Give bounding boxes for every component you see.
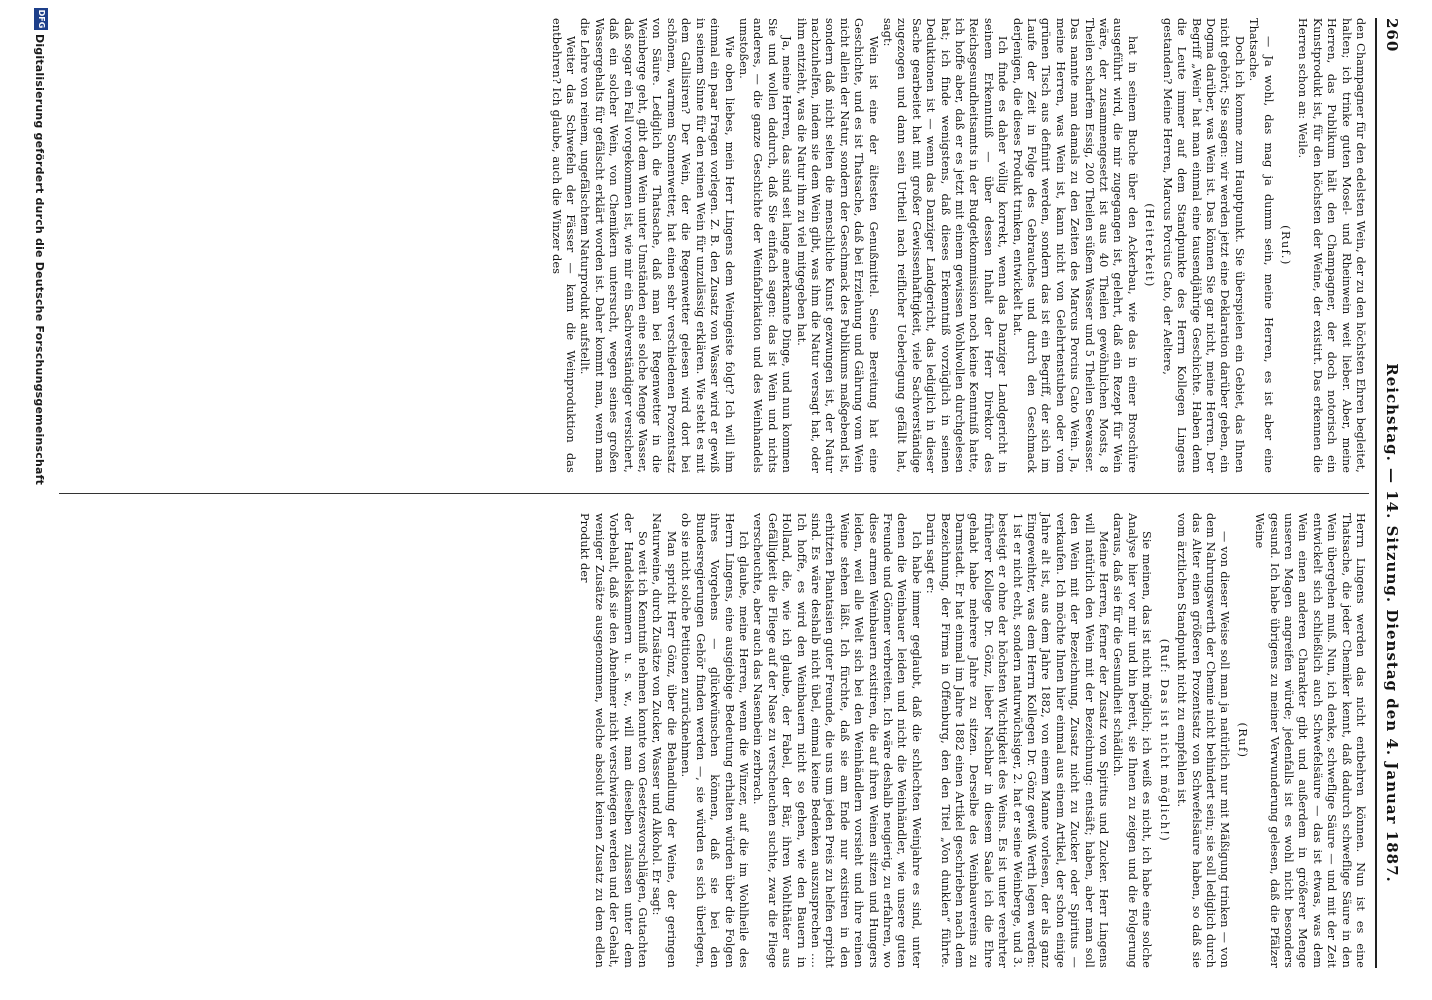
paragraph: Sie meinen, das ist nicht möglich; ich weiß es nicht, ich habe eine solche Analyse hier vor mir und bin bereit, sie Ihnen zu zeigen und die Folgerung daraus, daß sie für die Gesundheit schädlich.: [1111, 513, 1154, 968]
digitization-credit: Digitalisierung gefördert durch die Deutsche Forschungsgemeinschaft: [33, 34, 46, 486]
paragraph: Weiter das Schwefeln der Fässer — kann die Weinproduktion das entbehren? Ich glaube, auch die Winzer des: [549, 18, 578, 473]
paragraph: Ich habe immer geglaubt, daß die schlechten Weinjahre es sind, unter denen die Weinbauer leiden und nicht die Weinhändler, wie unsere guten Freunde und Gönner verbreiten. Ich wäre deshalb neugierig, zu erfahren, wo diese armen Weinbauern existiren, die auf ihren Weinen sitzen und Hungers leiden, weil alle Welt sich bei den Weinhändlern vorsieht und ihre reinen Weine stehen läßt. Ich fürchte, daß sie am Ende nur existiren in den erhitzten Phantasien guter Freunde, die uns um jeden Preis zu helfen erpicht sind. Es wäre deshalb nicht übel, einmal keine Bedenken auszusprechen .... Ich hoffe, es wird den Weinbauern nicht so gehen, wie den Bauern in Holland, die, wie ich glaube, der Fabel, der Bär, ihren Wohlthäter aus Gefälligkeit die Fliege auf der Nase zu verscheuchen suchte, zwar die Fliege verscheuchte, aber auch das Nasenbein zerbrach.: [751, 513, 923, 968]
paragraph: Ich finde es daher völlig korrekt, wenn das Danziger Landgericht in seinem Erkenntniß — über dessen Inhalt der Herr Direktor des Reichsgesundheitsamts in der Budgetkommission noch keine Kenntniß hatte, ich hoffe aber, daß er es jetzt mit einem gewissen Wohlwollen durchgelesen hat; ich finde wenigstens, daß dieses Erkenntniß vorzüglich in seinen Deduktionen ist — wenn das Danziger Landgericht, das lediglich in dieser Sache gearbeitet hat mit großer Gewissenhaftigkeit, viele Sachverständige zugezogen und dann sein Urtheil nach reiflicher Ueberlegung gefällt hat, sagt:: [881, 18, 1010, 473]
paragraph: Meine Herren, ferner der Zusatz von Spiritus und Zucker. Herr Lingens will natürlich den Wein mit der Bezeichnung: entsäft; haben, aber man soll den Wein mit der Bezeichnung, Zusatz nicht zu Zucker oder Spiritus — verkaufen. Ich möchte Ihnen hier einmal aus einem Artikel, der schon einige Jahre alt ist, aus dem Jahre 1882, von einem Manne vorlesen, der als ganz Eingeweihter, was dem Herrn Kollegen Dr. Gönz gewiß Werth legen werden: 1 ist er nicht echt, sondern naturwüchsiger, 2. hat er seine Weinberge, und 3. besteigt er ohne der höchsten Wichtigkeit des Weins. Es ist unter verehrter früherer Kollege Dr. Gönz, lieber Nachbar in diesem Saale ich die Ehre gehabt habe mehrere Jahre zu sitzen. Derselbe des Weinbauvereins zu Darmstadt. Er hat einmal im Jahre 1882 einen Artikel geschrieben nach dem Bezeichnung, der Firma in Offenburg, den den Titel „Von dunklen“ führte. Darin sagt er:: [924, 513, 1111, 968]
stage-direction: (Heiterkeit): [1143, 203, 1157, 288]
paragraph: Doch ich komme zum Hauptpunkt. Sie überspielen ein Gebiet, das Ihnen nicht gehört; Sie sagen: wir werden jetzt eine Deklaration darüber geben, ein Dogma darüber, was Wein ist. Das können Sie gar nicht, meine Herren. Der Begriff „Wein“ hat man einmal eine tausendjährige Geschichte. Haben denn die Leute immer auf dem Standpunkte des Herrn Kollegen Lingens gestanden? Meine Herren, Marcus Porcius Cato, der Aeltere,: [1160, 18, 1246, 473]
stage-direction: (Ruf: Das ist nicht möglich!): [1157, 638, 1171, 843]
header-rule: [1375, 18, 1377, 968]
paragraph: So weit ich Kenntniß nehmen konnte von Gesetzesvorschlägen, Gutachten der Handelskammern u. s. w., will man dieselben zulassen unter dem Vorbehalt, daß sie den Abnehmer nicht verschwiegen werden und der Gehalt, weniger Zusätze ausgenommen, welche absolut keinen Zusatz zu dem edlen Produkt der: [578, 513, 650, 968]
running-header: [1377, 18, 1407, 968]
paragraph: Herrn Lingens werden das nicht entbehren können. Nun ist es eine Thatsache, die jeder Chemiker kennt, daß dadurch schweflige Säure in den Wein übergehen muß. Nun, ich denke, schweflige Säure — und mit der Zeit entwickelt sich schließlich auch Schwefelsäure — das ist etwas, was dem Wein einen anderen Charakter gibt und außerdem in größerer Menge unseren Magen angreifen würde; jedenfalls ist es wohl nicht besonders gesund. Ich habe übrigens zu meiner Verwunderung gelesen, daß die Pfälzer Weine: [1253, 513, 1367, 968]
paragraph: hat in seinem Buche über den Ackerbau, wie das in einer Broschüre ausgeführt wird, die mir zugegangen ist, gelehrt, daß ein Rezept für Wein wäre, der zusammengesetzt ist aus 40 Theilen gewöhnlichen Mosts, 8 Theilen scharfem Essig, 200 Theilen süßem Wasser und 5 Theilen Seewasser. Das nannte man damals zu den Zeiten des Marcus Porcius Cato Wein. Ja, meine Herren, was Wein ist, kann nicht von Gelehrtenstuben oder vom grünen Tisch aus definirt werden, sondern das ist ein Begriff, der sich im Laufe der Zeit in Folge des Gebrauches und durch den Geschmack derjenigen, die dieses Produkt trinken, entwickelt hat.: [1010, 18, 1139, 473]
stage-direction: (Ruf.): [1278, 225, 1292, 266]
column-divider: [59, 493, 1369, 494]
digitization-footer: [24, 0, 64, 1000]
dfg-logo: DFG: [34, 8, 48, 30]
stage-direction: (Ruf): [1235, 722, 1249, 759]
paragraph: Wein ist eine der ältesten Genußmittel. Seine Bereitung hat eine Geschichte, und es ist Thatsache, daß bei Erziehung und Gährung vom Wein nicht allein der Natur, sondern der Geschmack des Publikums maßgebend ist, sondern daß nicht selten die menschliche Kunst gezwungen ist, der Natur nachzuhelfen, indem sie dem Wein gibt, was ihm die Natur versagt hat, oder ihm entzieht, was die Natur ihm zu viel mitgegeben hat.: [794, 18, 880, 473]
paragraph: den Champagner für den edelsten Wein, der zu den höchsten Ehren begleitet, halten; ich trinke guten Mosel- und Rheinwein weit lieber. Aber, meine Herren, das Publikum hält den Champagner, der doch notorisch ein Kunstprodukt ist, für den höchsten der Weine, der existirt. Das erkennen die Herren schon an: Weile.: [1296, 18, 1367, 473]
paragraph: — Ja wohl, das mag ja dumm sein, meine Herren, es ist aber eine Thatsache.: [1247, 18, 1275, 473]
paragraph: Man spricht Herr Gönz, über die Behandlung der Weine, der geringen Naturweine, durch Zusätze von Zucker, Wasser und Alkohol. Er sagt:: [650, 513, 678, 968]
left-column: [548, 18, 1367, 473]
paragraph: Ja, meine Herren, das sind seit lange anerkannte Dinge, und nun kommen Sie und wollen dadurch, daß Sie einfach sagen: das ist Wein und nichts anderes, — die ganze Geschichte der Weinfabrikation und des Weinhandels umstoßen.: [736, 18, 794, 473]
paragraph: Ich glaube, meine Herren, wenn die Winzer, auf die im Wohlheile des Herrn Lingens, eine ausgiebige Bedeutung erhalten würden über die Folgen ihres Vorgehens — glückwünschen können, daß sie bei den Bundesregierungen Gehör finden werden —, sie würden es sich überlegen, ob sie nicht solche Petitionen zurücknehmen.: [679, 513, 750, 968]
paragraph: Wie oben liebes, mein Herr Lingens dem Weingeiste folgt? Ich will ihm einmal ein paar Fragen vorlegen. Z. B. den Zusatz von Wasser wird er gewiß in seinem Sinne für den reinen Wein für unzulässig erklären. Wie steht es mit dem Gallisiren? Der Wein, der die Regenwetter gelesen wird dort bei schönem, warmem Sonnenwetter, hat einen sehr verschiedenen Prozentsatz von Säure. Lediglich die Thatsache, daß man bei Regenwetter in die Weinberge geht, gibt dem Wein unter Umständen eine solche Menge Wasser, daß sogar ein Fall vorgekommen ist, wie mir ein Sachverständiger versichert, daß ein solcher Wein, von Chemikern untersucht, wegen seines großen Wassergehalts für gefälscht erklärt worden ist. Daher kommt man, wenn man die Lehre von reinem, ungefälschtem Naturprodukt aufstellt.: [578, 18, 736, 473]
page-content: [47, 18, 1407, 968]
right-column: [577, 513, 1367, 968]
running-title: Reichstag. — 14. Sitzung. Dienstag den 4. Januar 1887.: [1383, 363, 1401, 883]
paragraph: — von dieser Weise soll man ja natürlich nur mit Mäßigung trinken — von dem Nahrungswerth der Chemie nicht behindert sein; sie soll lediglich durch das Alter einen größeren Prozentsatz von Schwefelsäure haben, so daß sie vom ärztlichen Standpunkt nicht zu empfehlen ist.: [1175, 513, 1232, 968]
page-number: 260: [1383, 18, 1401, 53]
